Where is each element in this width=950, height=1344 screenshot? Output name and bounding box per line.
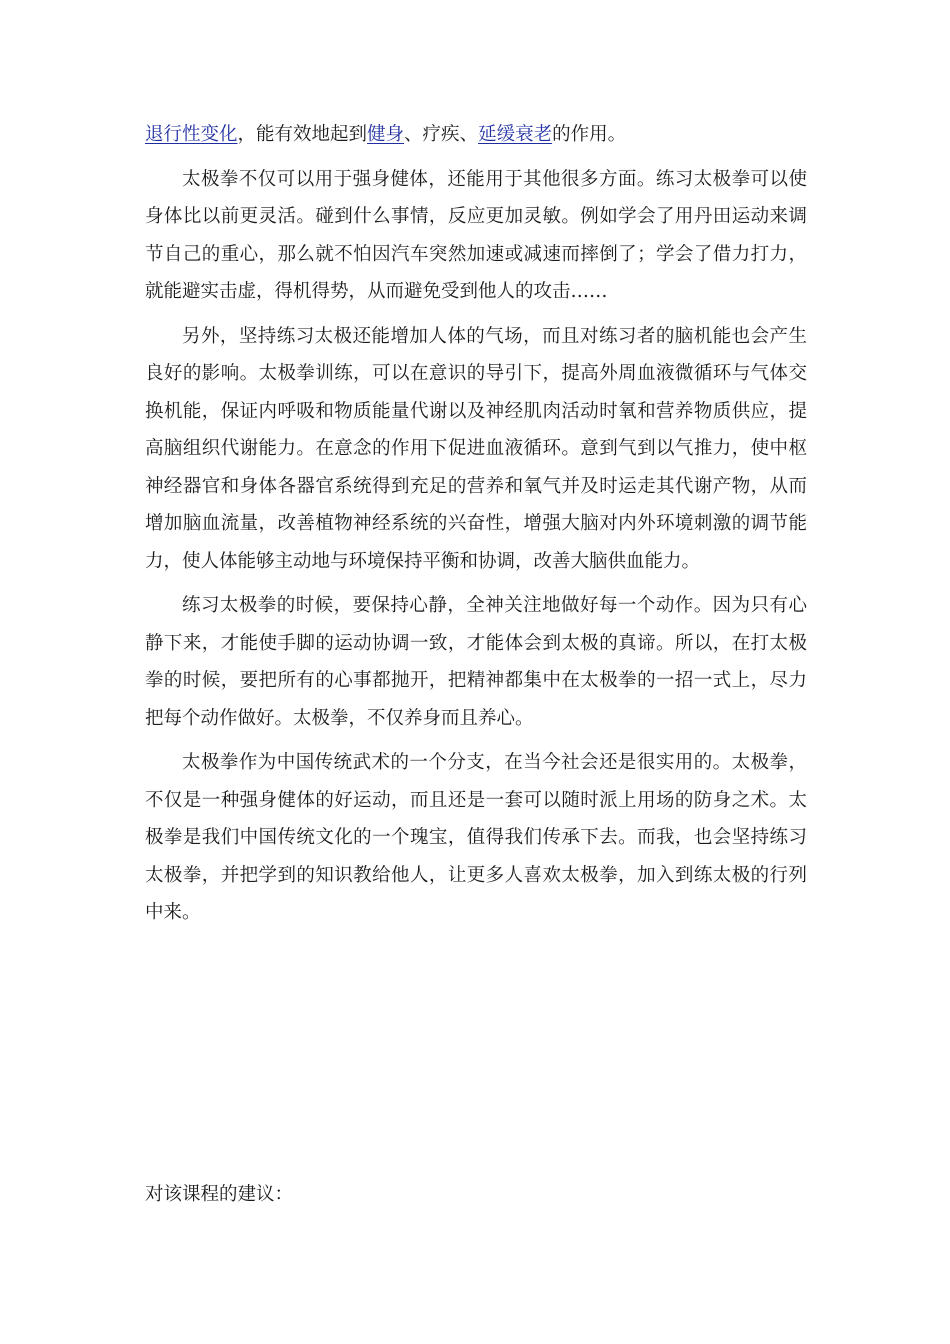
paragraph-calm-mind: 练习太极拳的时候，要保持心静，全神关注地做好每一个动作。因为只有心静下来，才能使手脚的运动协调一致，才能体会到太极的真谛。所以，在打太极拳的时候，要把所有的心事都抛开，把精神都集中在太极拳的一招一式上，尽力把每个动作做好。太极拳，不仅养身而且养心。 xyxy=(145,595,807,729)
paragraph-conclusion: 太极拳作为中国传统武术的一个分支，在当今社会还是很实用的。太极拳，不仅是一种强身健体的好运动，而且还是一套可以随时派上用场的防身之术。太极拳是我们中国传统文化的一个瑰宝，值得我们传承下去。而我，也会坚持练习太极拳，并把学到的知识教给他人，让更多人喜欢太极拳，加入到练太极的行列中来。 xyxy=(145,752,807,923)
intro-text-3: 的作用。 xyxy=(552,124,627,145)
paragraph-intro xyxy=(145,116,807,154)
paragraph-flexibility: 太极拳不仅可以用于强身健体，还能用于其他很多方面。练习太极拳可以使身体比以前更灵活。碰到什么事情，反应更加灵敏。例如学会了用丹田运动来调节自己的重心，那么就不怕因汽车突然加速或减速而摔倒了；学会了借力打力，就能避实击虚，得机得势，从而避免受到他人的攻击…… xyxy=(145,168,807,302)
intro-text-2: 、疗疾、 xyxy=(404,124,479,145)
link-anti-aging[interactable]: 延缓衰老 xyxy=(478,124,553,145)
paragraph-brain-function: 另外，坚持练习太极还能增加人体的气场，而且对练习者的脑机能也会产生良好的影响。太极拳训练，可以在意识的导引下，提高外周血液微循环与气体交换机能，保证内呼吸和物质能量代谢以及神经肌肉活动时氧和营养物质供应，提高脑组织代谢能力。在意念的作用下促进血液循环。意到气到以气推力，使中枢神经器官和身体各器官系统得到充足的营养和氧气并及时运走其代谢产物，从而增加脑血流量，改善植物神经系统的兴奋性，增强大脑对内外环境刺激的调节能力，使人体能够主动地与环境保持平衡和协调，改善大脑供血能力。 xyxy=(145,325,807,572)
suggestion-label: 对该课程的建议： xyxy=(145,1184,294,1205)
link-degeneration[interactable]: 退行性变化 xyxy=(145,124,238,145)
link-fitness[interactable]: 健身 xyxy=(367,124,405,145)
intro-text-1: ，能有效地起到 xyxy=(237,124,368,145)
document-body xyxy=(145,116,807,932)
